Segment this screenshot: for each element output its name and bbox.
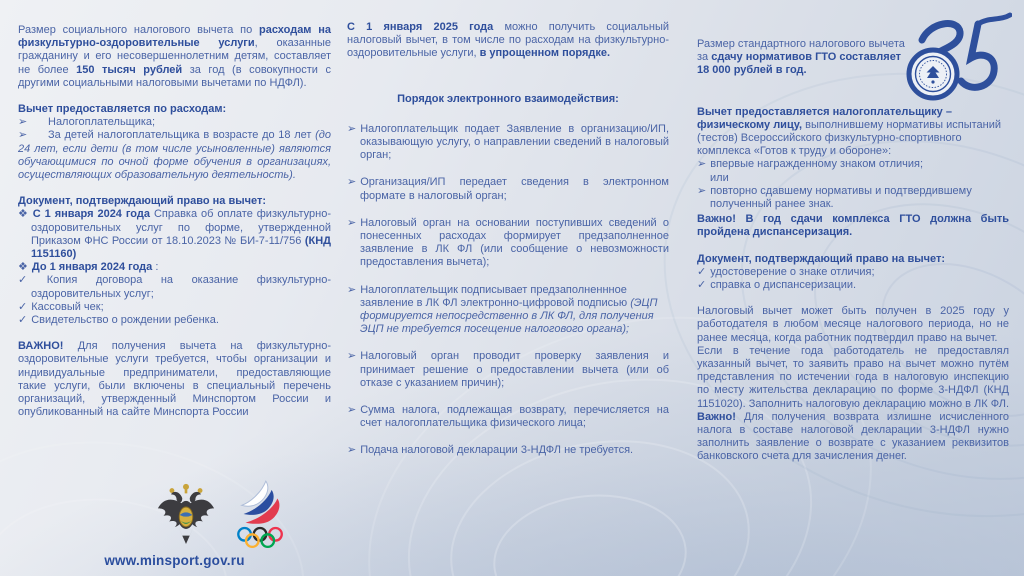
text-run: Организация/ИП передает сведения в электронном формате в налоговый орган;	[360, 176, 669, 202]
list-item	[18, 208, 331, 261]
text-run: в упрощенном порядке.	[479, 47, 611, 60]
list-item	[347, 123, 669, 163]
arrow-bullet-icon: ➢	[697, 184, 707, 197]
check-bullet-icon: ✓	[18, 300, 28, 313]
list-item	[18, 261, 331, 274]
paragraph	[697, 213, 1009, 239]
arrow-bullet-icon: ➢	[347, 444, 357, 457]
list-item	[697, 279, 1009, 292]
text-run: Документ, подтверждающий право на вычет:	[18, 195, 267, 208]
list-item	[18, 314, 331, 327]
minsport-eagle-emblem-icon	[156, 481, 216, 547]
list-item	[347, 217, 669, 270]
list-item	[18, 274, 331, 300]
text-run: Налоговый вычет может быть получен в 2025 году у работодателя в любом месяце налогового периода, но не ранее месяца, когда работник подтвердил право на вычет.	[697, 305, 1009, 344]
text-run: Налоговый орган на основании поступивших сведений о понесенных расходах формирует предзаполненное заявление в ЛК ФЛ (или сообщение о невозможности предоставления вычета);	[360, 216, 669, 269]
paragraph	[18, 340, 331, 419]
text-run: С 1 января 2025 года	[347, 21, 494, 33]
text-run: За детей налогоплательщика в возрасте до 18 лет	[48, 129, 316, 142]
text-run: повторно сдавшему нормативы и подтвердившему полученный ранее знак.	[710, 184, 972, 211]
text-run: Для получения вычета на физкультурно-оздоровительные услуги требуется, чтобы организации и индивидуальные предприниматели, предоставляющие такие услуги, были включены в специальный перечень организаций, утвержденный Минспортом России и опубликованный на сайте Минспорта России	[18, 340, 331, 419]
text-run: 150 тысяч рублей	[76, 63, 183, 76]
text-run: Для получения возврата излишне исчисленного налога в составе налоговой декларации 3-НДФЛ нужно заполнить заявление о возврате с указанием реквизитов банковского счета для зачисления денег.	[697, 410, 1009, 463]
arrow-bullet-icon: ➢	[347, 176, 357, 189]
section-heading	[18, 195, 331, 208]
list-item	[18, 116, 331, 129]
text-run: выполнившему нормативы испытаний (тестов) Всероссийского физкультурно-спортивного комплекса «Готов к труду и обороне»:	[697, 118, 1002, 158]
section-heading	[697, 253, 1009, 266]
check-bullet-icon: ✓	[18, 274, 43, 287]
section-heading	[347, 93, 669, 106]
text-run: До 1 января 2024 года	[31, 261, 153, 274]
text-run: Размер стандартного налогового вычета за	[697, 38, 905, 64]
check-bullet-icon: ✓	[697, 265, 707, 278]
text-run: или	[710, 171, 729, 184]
arrow-bullet-icon: ➢	[347, 122, 357, 135]
text-run: Вычет предоставляется по расходам:	[18, 103, 227, 116]
text-run: :	[152, 261, 159, 274]
text-run: Справка об оплате физкультурно-оздоровительных услуг по форме, утвержденной Приказом ФНС России от 18.10.2023 № БИ-7-11/756	[31, 208, 331, 247]
text-run: (КНД 1151160)	[31, 234, 331, 261]
list-item	[697, 185, 1009, 211]
paragraph	[697, 305, 1009, 345]
list-item	[347, 176, 669, 202]
diamond-bullet-icon: ❖	[18, 208, 29, 221]
text-run: Сумма налога, подлежащая возврату, перечисляется на счет налогоплательщика физического лица;	[360, 404, 669, 430]
text-run: Налоговый орган проводит проверку заявления и принимает решение о предоставлении вычета (или об отказе с указанием причин);	[360, 350, 669, 389]
middle-column	[347, 21, 669, 458]
text-run: Кассовый чек;	[31, 300, 104, 313]
arrow-bullet-icon: ➢	[347, 283, 357, 296]
text-run: С 1 января 2024 года	[32, 208, 150, 221]
text-run: впервые награжденному знаком отличия;	[710, 158, 924, 171]
paragraph	[697, 38, 909, 78]
paragraph	[347, 21, 669, 61]
fns-35-anniversary-logo-icon	[898, 12, 1012, 110]
text-run: Вычет предоставляется налогоплательщику – физическому лицу,	[697, 105, 952, 131]
check-bullet-icon: ✓	[697, 279, 707, 292]
check-bullet-icon: ✓	[18, 314, 28, 327]
text-run: Налогоплательщик подает Заявление в организацию/ИП, оказывающую услугу, о направлении сведений в налоговый орган;	[360, 122, 669, 162]
minsport-footer	[18, 479, 331, 568]
arrow-bullet-icon: ➢	[347, 404, 357, 417]
arrow-bullet-icon: ➢	[347, 216, 357, 229]
left-column	[18, 24, 331, 419]
minsport-website-url[interactable]: www.minsport.gov.ru	[104, 553, 245, 568]
paragraph	[697, 172, 1009, 185]
list-item	[697, 158, 1009, 171]
paragraph	[697, 411, 1009, 464]
arrow-bullet-icon: ➢	[697, 158, 707, 171]
text-run: за год (в совокупности с другими социальными налоговыми вычетами по НДФЛ).	[18, 63, 331, 89]
text-run: Копия договора на оказание физкультурно-оздоровительных услуг;	[31, 274, 331, 300]
arrow-bullet-icon: ➢	[18, 116, 28, 129]
text-run: Порядок электронного взаимодействия:	[397, 92, 619, 105]
logo-row	[156, 479, 290, 549]
text-run: (ЭЦП формируется непосредственно в ЛК ФЛ, для получения ЭЦП не требуется посещение налогового органа);	[360, 296, 658, 336]
arrow-bullet-icon: ➢	[18, 129, 28, 142]
text-run: ВАЖНО!	[18, 340, 64, 353]
text-run: Важно! В год сдачи комплекса ГТО должна быть пройдена диспансеризация.	[697, 213, 1009, 239]
list-item	[347, 284, 669, 337]
text-run: Подача налоговой декларации 3-НДФЛ не требуется.	[360, 444, 634, 457]
list-item	[18, 129, 331, 182]
list-item	[347, 404, 669, 430]
paragraph	[697, 345, 1009, 411]
text-run: Размер социального налогового вычета по	[18, 24, 259, 36]
text-run: справка о диспансеризации.	[710, 279, 857, 292]
diamond-bullet-icon: ❖	[18, 261, 28, 274]
text-run: (до 24 лет, если дети (в том числе усыновленные) являются обучающимися по очной форме обучения в организациях, осуществляющих образовательную деятельность).	[18, 129, 331, 182]
text-run: можно получить социальный налоговый вычет, в том числе по расходам на физкультурно-оздоровительные услуги,	[347, 21, 669, 60]
list-item	[18, 301, 331, 314]
text-run: Свидетельство о рождении ребенка.	[31, 314, 219, 327]
list-item	[347, 444, 669, 457]
text-run: , оказанные гражданину и его несовершеннолетним детям, составляет не более	[18, 37, 331, 76]
list-item	[347, 350, 669, 390]
paragraph	[18, 24, 331, 90]
olympic-committee-logo-icon	[232, 479, 290, 549]
list-item	[697, 266, 1009, 279]
arrow-bullet-icon: ➢	[347, 350, 357, 363]
text-run: удостоверение о знаке отличия;	[710, 265, 875, 278]
text-run: Налогоплательщика;	[48, 116, 156, 129]
text-run: сдачу нормативов ГТО составляет 18 000 рублей в год.	[697, 51, 902, 77]
text-run: Налогоплательщик подписывает предзаполненнное заявление в ЛК ФЛ электронно-цифровой подписью	[360, 283, 631, 309]
paragraph	[697, 106, 1009, 159]
text-run: расходам на физкультурно-оздоровительные услуги	[18, 24, 331, 50]
text-run: Важно!	[697, 410, 736, 423]
text-run: Документ, подтверждающий право на вычет:	[697, 252, 946, 265]
section-heading	[18, 103, 331, 116]
text-run: Если в течение года работодатель не предоставлял указанный вычет, то заявить право на вычет можно путём представления по истечении года в налоговую инспекцию по месту жительства декларацию по форме 3-НДФЛ (КНД 1151020). Заполнить налоговую декларацию можно в ЛК ФЛ.	[697, 344, 1010, 410]
